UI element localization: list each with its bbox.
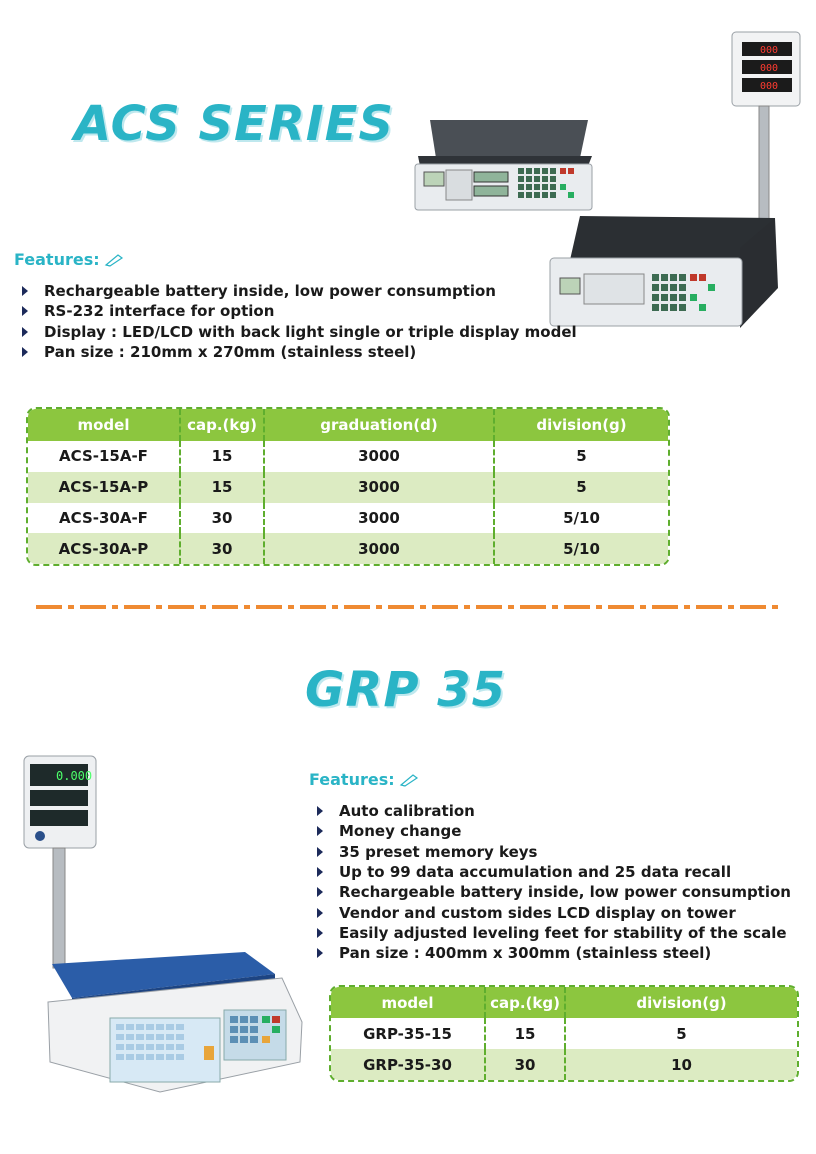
bullet-icon [317, 887, 323, 897]
feature-item [22, 301, 577, 321]
svg-text:000: 000 [760, 45, 779, 56]
feature-item [317, 882, 791, 902]
grp-spec-table [329, 985, 799, 1082]
col-header-model: model [331, 987, 485, 1018]
svg-text:000: 000 [760, 63, 779, 74]
svg-text:0.000: 0.000 [56, 769, 93, 783]
acs-spec-table [26, 407, 670, 566]
cell-graduation: 3000 [264, 472, 494, 503]
cell-division: 5 [494, 441, 668, 472]
col-header-graduation: graduation(d) [264, 409, 494, 441]
grp-features-list [317, 801, 791, 963]
feature-item [317, 821, 791, 841]
table-row [28, 503, 668, 534]
grp-series-title: GRP 35 [305, 662, 507, 718]
col-header-capacity: cap.(kg) [180, 409, 264, 441]
grp-scale-image [20, 752, 305, 1097]
pencil-icon [399, 773, 419, 787]
cell-graduation: 3000 [264, 441, 494, 472]
feature-text: Rechargeable battery inside, low power consumption [44, 282, 496, 301]
cell-capacity: 30 [485, 1049, 565, 1080]
cell-graduation: 3000 [264, 503, 494, 534]
acs-series-title: ACS SERIES [74, 96, 395, 152]
cell-division: 5/10 [494, 533, 668, 564]
bullet-icon [22, 327, 28, 337]
bullet-icon [22, 286, 28, 296]
section-divider [36, 605, 778, 609]
cell-model: GRP-35-30 [331, 1049, 485, 1080]
feature-text: Display : LED/LCD with back light single or triple display model [44, 322, 577, 341]
feature-text: Pan size : 400mm x 300mm (stainless steel) [339, 944, 712, 963]
bullet-icon [22, 306, 28, 316]
cell-capacity: 30 [180, 533, 264, 564]
cell-capacity: 15 [180, 472, 264, 503]
feature-text: Auto calibration [339, 802, 475, 821]
col-header-division: division(g) [565, 987, 797, 1018]
acs-features-list [22, 281, 577, 362]
pencil-icon [104, 253, 124, 267]
feature-text: Money change [339, 822, 462, 841]
feature-item [22, 322, 577, 342]
feature-item [22, 281, 577, 301]
feature-text: RS-232 interface for option [44, 302, 275, 321]
feature-text: Easily adjusted leveling feet for stability of the scale [339, 923, 787, 942]
cell-division: 5/10 [494, 503, 668, 534]
cell-model: ACS-30A-P [28, 533, 180, 564]
feature-text: Vendor and custom sides LCD display on tower [339, 903, 736, 922]
acs-features-heading-text: Features: [14, 250, 100, 269]
col-header-capacity: cap.(kg) [485, 987, 565, 1018]
feature-text: Pan size : 210mm x 270mm (stainless steel) [44, 343, 417, 362]
cell-graduation: 3000 [264, 533, 494, 564]
bullet-icon [317, 847, 323, 857]
feature-item [317, 862, 791, 882]
cell-division: 5 [565, 1018, 797, 1049]
col-header-model: model [28, 409, 180, 441]
feature-text: Rechargeable battery inside, low power consumption [339, 883, 791, 902]
bullet-icon [22, 347, 28, 357]
feature-text: 35 preset memory keys [339, 842, 538, 861]
cell-division: 5 [494, 472, 668, 503]
feature-item [317, 801, 791, 821]
table-header-row [331, 987, 797, 1018]
table-row [331, 1018, 797, 1049]
table-row [331, 1049, 797, 1080]
grp-features-heading [309, 770, 419, 789]
feature-item [317, 923, 791, 943]
bullet-icon [317, 948, 323, 958]
cell-division: 10 [565, 1049, 797, 1080]
col-header-division: division(g) [494, 409, 668, 441]
table-row [28, 533, 668, 564]
cell-model: ACS-30A-F [59, 508, 148, 527]
bullet-icon [317, 806, 323, 816]
cell-model: ACS-15A-P [28, 472, 180, 503]
feature-text: Up to 99 data accumulation and 25 data recall [339, 863, 732, 882]
svg-text:000: 000 [760, 81, 779, 92]
bullet-icon [317, 826, 323, 836]
table-header-row [28, 409, 668, 441]
cell-capacity: 30 [180, 503, 264, 534]
feature-item [317, 943, 791, 963]
cell-capacity: 15 [180, 441, 264, 472]
acs-features-heading [14, 250, 124, 269]
cell-capacity: 15 [485, 1018, 565, 1049]
bullet-icon [317, 908, 323, 918]
cell-model: ACS-15A-F [59, 447, 148, 466]
table-row [28, 472, 668, 503]
grp-features-heading-text: Features: [309, 770, 395, 789]
feature-item [22, 342, 577, 362]
table-row [28, 441, 668, 472]
feature-item [317, 842, 791, 862]
feature-item [317, 902, 791, 922]
bullet-icon [317, 928, 323, 938]
cell-model: GRP-35-15 [363, 1024, 452, 1043]
bullet-icon [317, 867, 323, 877]
